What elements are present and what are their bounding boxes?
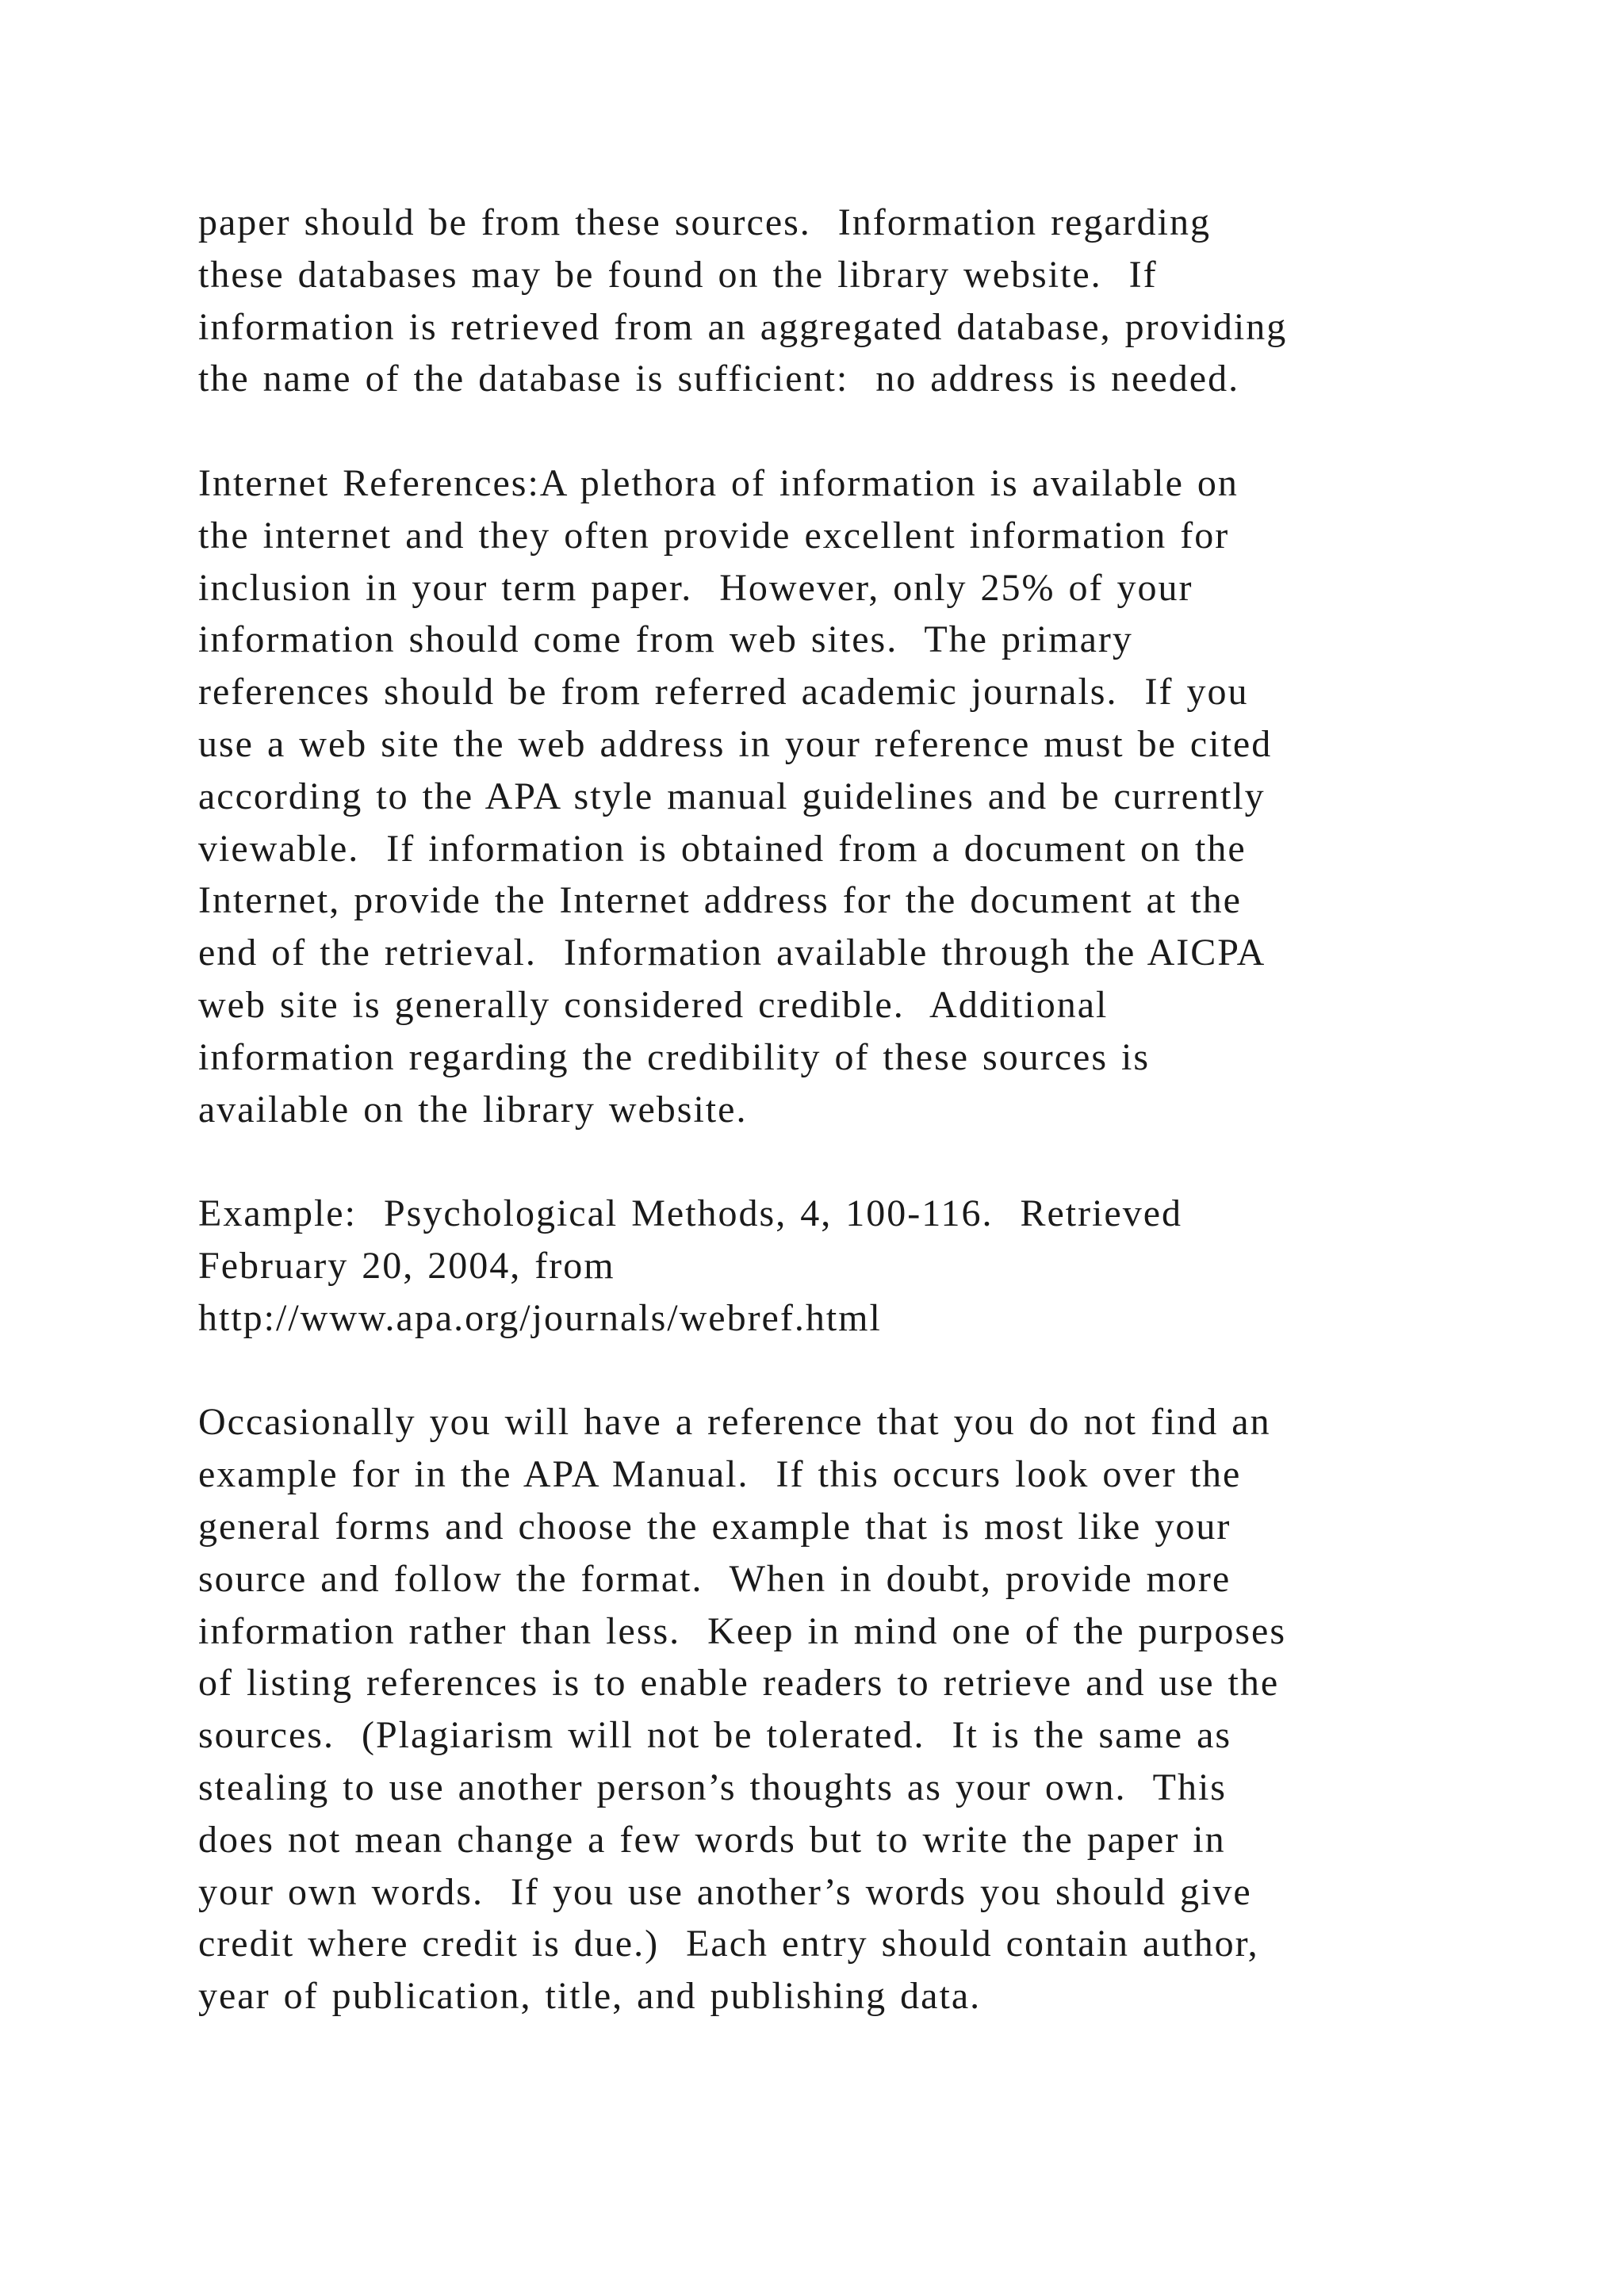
text-line: information rather than less. Keep in mind one of the purposes — [198, 1609, 1287, 1652]
example-url-text: http://www.apa.org/journals/webref.html — [198, 1296, 882, 1339]
text-line: Internet, provide the Internet address for the document at the — [198, 879, 1242, 922]
text-line: Occasionally you will have a reference that you do not find an — [198, 1401, 1271, 1444]
text-line: information is retrieved from an aggregated database, providing — [198, 305, 1288, 348]
text-line: example for in the APA Manual. If this occurs look over the — [198, 1453, 1242, 1496]
text-line: the internet and they often provide excellent information for — [198, 514, 1230, 557]
text-line: web site is generally considered credible. Additional — [198, 983, 1109, 1026]
text-line: information should come from web sites. The primary — [198, 618, 1133, 661]
text-line: paper should be from these sources. Information regarding — [198, 201, 1211, 243]
paragraph-databases — [198, 197, 1499, 405]
text-line: the name of the database is sufficient: no address is needed. — [198, 358, 1240, 400]
text-line: of listing references is to enable readers to retrieve and use the — [198, 1662, 1280, 1705]
text-line: does not mean change a few words but to write the paper in — [198, 1818, 1226, 1861]
text-line: sources. (Plagiarism will not be tolerated. It is the same as — [198, 1714, 1232, 1757]
paragraph-gap — [198, 1135, 1499, 1188]
paragraph-occasionally — [198, 1396, 1499, 2022]
text-line: end of the retrieval. Information available through the AICPA — [198, 932, 1266, 974]
text-line: available on the library website. — [198, 1088, 748, 1131]
text-line: stealing to use another person’s thoughts as your own. This — [198, 1766, 1227, 1808]
text-line: general forms and choose the example that is most like your — [198, 1505, 1231, 1548]
document-page — [198, 197, 1499, 2022]
paragraph-internet-references — [198, 457, 1499, 1135]
text-line: information regarding the credibility of these sources is — [198, 1035, 1151, 1078]
text-line: year of publication, title, and publishing data. — [198, 1975, 982, 2018]
text-line: February 20, 2004, from — [198, 1244, 615, 1287]
text-line: Example: Psychological Methods, 4, 100-116. Retrieved — [198, 1192, 1183, 1235]
text-line: source and follow the format. When in doubt, provide more — [198, 1557, 1231, 1600]
text-line: inclusion in your term paper. However, only 25% of your — [198, 566, 1193, 609]
text-line: according to the APA style manual guidelines and be currently — [198, 775, 1266, 817]
paragraph-gap — [198, 405, 1499, 457]
text-line: use a web site the web address in your reference must be cited — [198, 722, 1273, 765]
text-line: references should be from referred academic journals. If you — [198, 671, 1249, 714]
paragraph-example — [198, 1188, 1499, 1344]
paragraph-gap — [198, 1345, 1499, 1397]
text-line: these databases may be found on the library website. If — [198, 253, 1158, 296]
text-line: credit where credit is due.) Each entry should contain author, — [198, 1923, 1259, 1965]
text-line: viewable. If information is obtained from a document on the — [198, 827, 1247, 870]
text-line: Internet References:A plethora of information is available on — [198, 461, 1239, 504]
text-line: your own words. If you use another’s words you should give — [198, 1870, 1252, 1913]
